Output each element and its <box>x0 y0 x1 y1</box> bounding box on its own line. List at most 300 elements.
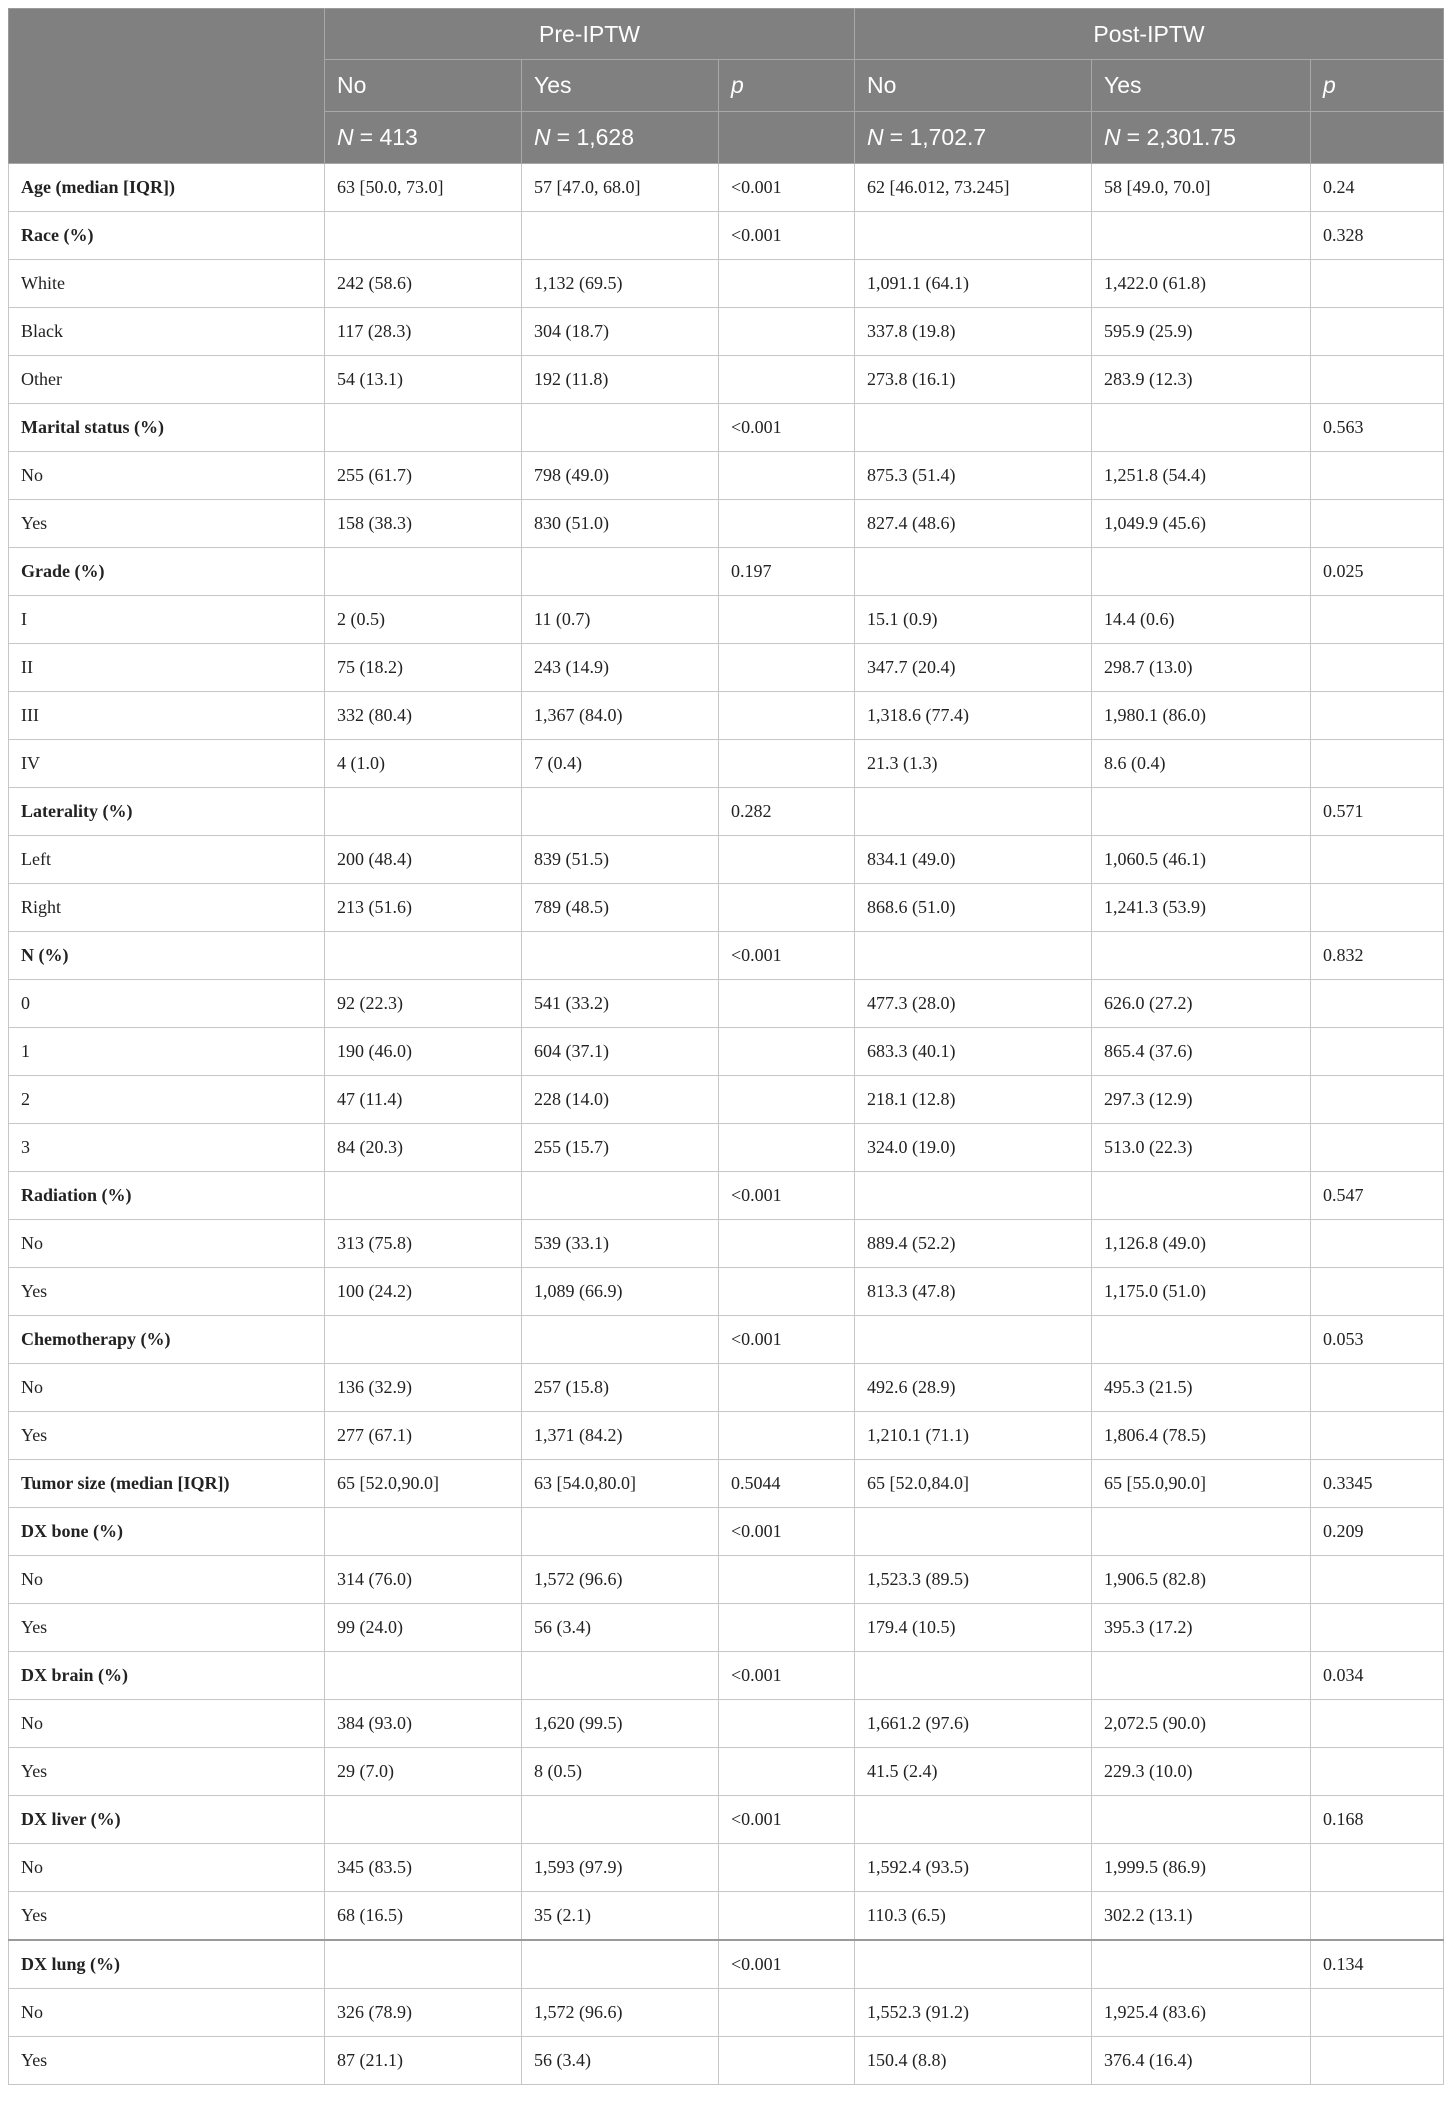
table-section-row <box>9 1796 1444 1844</box>
cell-label: DX brain (%) <box>9 1652 325 1700</box>
cell-post-p <box>1311 980 1444 1028</box>
header-pre-no: No <box>325 60 522 112</box>
cell-post-yes: 298.7 (13.0) <box>1092 644 1311 692</box>
cell-post-yes: 395.3 (17.2) <box>1092 1604 1311 1652</box>
cell-pre-no: 75 (18.2) <box>325 644 522 692</box>
cell-pre-no <box>325 1652 522 1700</box>
cell-post-yes: 1,241.3 (53.9) <box>1092 884 1311 932</box>
cell-pre-no: 84 (20.3) <box>325 1124 522 1172</box>
cell-post-p <box>1311 1604 1444 1652</box>
cell-label: No <box>9 1556 325 1604</box>
header-pre-p: p <box>719 60 855 112</box>
cell-post-p <box>1311 1412 1444 1460</box>
cell-label: Other <box>9 356 325 404</box>
cell-post-no: 492.6 (28.9) <box>855 1364 1092 1412</box>
cell-post-no: 889.4 (52.2) <box>855 1220 1092 1268</box>
cell-pre-p <box>719 356 855 404</box>
cell-pre-no: 136 (32.9) <box>325 1364 522 1412</box>
cell-pre-p <box>719 1989 855 2037</box>
cell-pre-p <box>719 692 855 740</box>
cell-label: No <box>9 1989 325 2037</box>
cell-post-no: 110.3 (6.5) <box>855 1892 1092 1941</box>
cell-pre-p: <0.001 <box>719 404 855 452</box>
cell-label: Radiation (%) <box>9 1172 325 1220</box>
cell-post-p: 0.209 <box>1311 1508 1444 1556</box>
cell-post-yes: 229.3 (10.0) <box>1092 1748 1311 1796</box>
table-row <box>9 452 1444 500</box>
cell-pre-p: <0.001 <box>719 1940 855 1989</box>
cell-pre-yes <box>522 1508 719 1556</box>
table-row <box>9 1748 1444 1796</box>
cell-post-yes: 626.0 (27.2) <box>1092 980 1311 1028</box>
cell-pre-yes: 304 (18.7) <box>522 308 719 356</box>
table-section-row <box>9 1652 1444 1700</box>
table-section-row <box>9 404 1444 452</box>
cell-pre-p: <0.001 <box>719 1508 855 1556</box>
cell-post-p <box>1311 452 1444 500</box>
cell-label: Left <box>9 836 325 884</box>
cell-pre-p: <0.001 <box>719 1172 855 1220</box>
cell-pre-p: 0.5044 <box>719 1460 855 1508</box>
cell-pre-no <box>325 404 522 452</box>
cell-post-no: 813.3 (47.8) <box>855 1268 1092 1316</box>
cell-pre-yes: 192 (11.8) <box>522 356 719 404</box>
cell-pre-yes: 604 (37.1) <box>522 1028 719 1076</box>
cell-post-p <box>1311 1028 1444 1076</box>
cell-post-yes <box>1092 1316 1311 1364</box>
cell-pre-yes <box>522 1652 719 1700</box>
cell-label: DX lung (%) <box>9 1940 325 1989</box>
cell-label: Yes <box>9 1604 325 1652</box>
cell-pre-yes: 7 (0.4) <box>522 740 719 788</box>
cell-pre-no: 99 (24.0) <box>325 1604 522 1652</box>
cell-post-p <box>1311 1989 1444 2037</box>
cell-post-p: 0.24 <box>1311 164 1444 212</box>
cell-post-yes <box>1092 548 1311 596</box>
cell-pre-no: 313 (75.8) <box>325 1220 522 1268</box>
cell-post-p <box>1311 1076 1444 1124</box>
table-section-row <box>9 788 1444 836</box>
cell-label: II <box>9 644 325 692</box>
cell-post-p <box>1311 1748 1444 1796</box>
cell-pre-yes: 56 (3.4) <box>522 2037 719 2085</box>
cell-post-no: 477.3 (28.0) <box>855 980 1092 1028</box>
cell-post-p <box>1311 884 1444 932</box>
n-symbol: N <box>867 124 884 150</box>
cell-post-no: 62 [46.012, 73.245] <box>855 164 1092 212</box>
cell-pre-no <box>325 1316 522 1364</box>
header-post-no: No <box>855 60 1092 112</box>
cell-pre-p <box>719 740 855 788</box>
table-row <box>9 1124 1444 1172</box>
table-row <box>9 1604 1444 1652</box>
cell-post-p: 0.3345 <box>1311 1460 1444 1508</box>
cell-post-yes <box>1092 1508 1311 1556</box>
cell-post-no <box>855 1796 1092 1844</box>
cell-label: No <box>9 1844 325 1892</box>
cell-pre-p: 0.197 <box>719 548 855 596</box>
cell-pre-p: <0.001 <box>719 1652 855 1700</box>
cell-pre-no: 92 (22.3) <box>325 980 522 1028</box>
cell-pre-p <box>719 500 855 548</box>
cell-post-no <box>855 1508 1092 1556</box>
cell-pre-yes: 35 (2.1) <box>522 1892 719 1941</box>
table-row <box>9 1412 1444 1460</box>
cell-pre-yes <box>522 1172 719 1220</box>
table-row <box>9 980 1444 1028</box>
table-row <box>9 1028 1444 1076</box>
n-value: = 1,702.7 <box>889 124 987 150</box>
cell-post-yes <box>1092 788 1311 836</box>
cell-post-p <box>1311 1700 1444 1748</box>
cell-label: N (%) <box>9 932 325 980</box>
cell-label: No <box>9 452 325 500</box>
cell-label: III <box>9 692 325 740</box>
table-row <box>9 1076 1444 1124</box>
table-section-row <box>9 1508 1444 1556</box>
cell-pre-no: 65 [52.0,90.0] <box>325 1460 522 1508</box>
cell-post-yes: 283.9 (12.3) <box>1092 356 1311 404</box>
cell-label: DX liver (%) <box>9 1796 325 1844</box>
cell-pre-no: 100 (24.2) <box>325 1268 522 1316</box>
table-row <box>9 308 1444 356</box>
n-symbol: N <box>534 124 551 150</box>
cell-label: DX bone (%) <box>9 1508 325 1556</box>
cell-label: Yes <box>9 1748 325 1796</box>
cell-pre-no: 255 (61.7) <box>325 452 522 500</box>
table-row <box>9 2037 1444 2085</box>
cell-pre-no <box>325 1796 522 1844</box>
table-section-row <box>9 548 1444 596</box>
cell-post-p <box>1311 260 1444 308</box>
header-post-p-blank <box>1311 112 1444 164</box>
table-row <box>9 836 1444 884</box>
cell-pre-no <box>325 1940 522 1989</box>
cell-pre-yes <box>522 1316 719 1364</box>
table-section-row <box>9 1460 1444 1508</box>
cell-pre-p <box>719 2037 855 2085</box>
cell-pre-yes: 798 (49.0) <box>522 452 719 500</box>
table-row <box>9 884 1444 932</box>
cell-pre-yes: 1,572 (96.6) <box>522 1556 719 1604</box>
cell-label: Yes <box>9 1892 325 1941</box>
cell-pre-yes: 11 (0.7) <box>522 596 719 644</box>
cell-post-yes <box>1092 1796 1311 1844</box>
cell-pre-p: <0.001 <box>719 932 855 980</box>
cell-post-yes: 1,175.0 (51.0) <box>1092 1268 1311 1316</box>
cell-post-no: 21.3 (1.3) <box>855 740 1092 788</box>
cell-pre-yes: 541 (33.2) <box>522 980 719 1028</box>
cell-post-yes: 297.3 (12.9) <box>1092 1076 1311 1124</box>
cell-pre-yes: 1,593 (97.9) <box>522 1844 719 1892</box>
header-group-row <box>9 9 1444 60</box>
cell-post-no: 834.1 (49.0) <box>855 836 1092 884</box>
cell-post-p <box>1311 1364 1444 1412</box>
cell-post-no: 1,210.1 (71.1) <box>855 1412 1092 1460</box>
cell-pre-p <box>719 836 855 884</box>
cell-post-p <box>1311 308 1444 356</box>
cell-pre-no: 54 (13.1) <box>325 356 522 404</box>
cell-pre-yes <box>522 1940 719 1989</box>
cell-post-no: 273.8 (16.1) <box>855 356 1092 404</box>
table-row <box>9 1364 1444 1412</box>
cell-post-yes: 1,925.4 (83.6) <box>1092 1989 1311 2037</box>
cell-post-no: 868.6 (51.0) <box>855 884 1092 932</box>
cell-pre-p <box>719 1844 855 1892</box>
cell-post-yes: 1,049.9 (45.6) <box>1092 500 1311 548</box>
cell-pre-p <box>719 884 855 932</box>
table-row <box>9 356 1444 404</box>
cell-post-p <box>1311 2037 1444 2085</box>
cell-pre-no: 326 (78.9) <box>325 1989 522 2037</box>
table-row <box>9 644 1444 692</box>
cell-post-no <box>855 788 1092 836</box>
cell-pre-p: <0.001 <box>719 212 855 260</box>
cell-label: Yes <box>9 1412 325 1460</box>
cell-pre-p <box>719 1268 855 1316</box>
cell-pre-yes: 8 (0.5) <box>522 1748 719 1796</box>
header-pre-yes: Yes <box>522 60 719 112</box>
table-row <box>9 500 1444 548</box>
cell-label: Tumor size (median [IQR]) <box>9 1460 325 1508</box>
n-symbol: N <box>1104 124 1121 150</box>
cell-post-yes: 1,422.0 (61.8) <box>1092 260 1311 308</box>
n-value: = 1,628 <box>556 124 635 150</box>
cell-pre-no: 345 (83.5) <box>325 1844 522 1892</box>
cell-post-yes: 1,806.4 (78.5) <box>1092 1412 1311 1460</box>
cell-label: 0 <box>9 980 325 1028</box>
cell-pre-yes: 1,132 (69.5) <box>522 260 719 308</box>
cell-post-no: 218.1 (12.8) <box>855 1076 1092 1124</box>
cell-post-no: 150.4 (8.8) <box>855 2037 1092 2085</box>
cell-post-no <box>855 212 1092 260</box>
header-pre-yes-n <box>522 112 719 164</box>
cell-pre-p <box>719 644 855 692</box>
cell-post-no: 875.3 (51.4) <box>855 452 1092 500</box>
cell-pre-p <box>719 1220 855 1268</box>
cell-label: Chemotherapy (%) <box>9 1316 325 1364</box>
cell-post-no <box>855 404 1092 452</box>
cell-post-p: 0.134 <box>1311 1940 1444 1989</box>
table-row <box>9 740 1444 788</box>
cell-pre-yes: 1,572 (96.6) <box>522 1989 719 2037</box>
cell-post-yes: 1,126.8 (49.0) <box>1092 1220 1311 1268</box>
cell-pre-p <box>719 1364 855 1412</box>
cell-post-yes: 865.4 (37.6) <box>1092 1028 1311 1076</box>
cell-label: Grade (%) <box>9 548 325 596</box>
cell-label: Yes <box>9 500 325 548</box>
cell-post-p <box>1311 644 1444 692</box>
cell-post-p: 0.563 <box>1311 404 1444 452</box>
cell-pre-yes: 1,620 (99.5) <box>522 1700 719 1748</box>
cell-post-p <box>1311 740 1444 788</box>
cell-post-no: 1,523.3 (89.5) <box>855 1556 1092 1604</box>
cell-label: Age (median [IQR]) <box>9 164 325 212</box>
cell-post-no <box>855 548 1092 596</box>
cell-post-p: 0.025 <box>1311 548 1444 596</box>
cell-pre-p <box>719 596 855 644</box>
cell-pre-p <box>719 1748 855 1796</box>
cell-pre-no <box>325 212 522 260</box>
cell-pre-p: <0.001 <box>719 1796 855 1844</box>
table-section-row <box>9 1316 1444 1364</box>
cell-pre-no: 314 (76.0) <box>325 1556 522 1604</box>
cell-pre-no: 2 (0.5) <box>325 596 522 644</box>
cell-pre-p <box>719 980 855 1028</box>
cell-pre-no: 332 (80.4) <box>325 692 522 740</box>
cell-pre-no: 29 (7.0) <box>325 1748 522 1796</box>
cell-pre-yes: 56 (3.4) <box>522 1604 719 1652</box>
header-post-iptw: Post-IPTW <box>855 9 1444 60</box>
cell-post-yes: 595.9 (25.9) <box>1092 308 1311 356</box>
table-section-row <box>9 1172 1444 1220</box>
cell-post-p <box>1311 692 1444 740</box>
cell-post-yes: 14.4 (0.6) <box>1092 596 1311 644</box>
cell-pre-yes <box>522 404 719 452</box>
cell-label: No <box>9 1364 325 1412</box>
cell-post-no: 1,661.2 (97.6) <box>855 1700 1092 1748</box>
cell-pre-p <box>719 1556 855 1604</box>
cell-post-no: 827.4 (48.6) <box>855 500 1092 548</box>
cell-pre-yes <box>522 1796 719 1844</box>
cell-post-p: 0.053 <box>1311 1316 1444 1364</box>
table-container <box>8 8 1443 2085</box>
cell-pre-yes: 257 (15.8) <box>522 1364 719 1412</box>
header-post-yes: Yes <box>1092 60 1311 112</box>
cell-post-no: 1,091.1 (64.1) <box>855 260 1092 308</box>
baseline-characteristics-table <box>8 8 1444 2085</box>
cell-pre-p <box>719 1124 855 1172</box>
table-row <box>9 260 1444 308</box>
cell-post-yes: 376.4 (16.4) <box>1092 2037 1311 2085</box>
cell-post-no: 41.5 (2.4) <box>855 1748 1092 1796</box>
cell-post-yes: 1,906.5 (82.8) <box>1092 1556 1311 1604</box>
cell-pre-p <box>719 1700 855 1748</box>
cell-post-no: 15.1 (0.9) <box>855 596 1092 644</box>
cell-post-yes: 65 [55.0,90.0] <box>1092 1460 1311 1508</box>
cell-pre-yes: 539 (33.1) <box>522 1220 719 1268</box>
cell-pre-no: 277 (67.1) <box>325 1412 522 1460</box>
cell-pre-yes: 839 (51.5) <box>522 836 719 884</box>
cell-post-p: 0.328 <box>1311 212 1444 260</box>
cell-pre-no: 213 (51.6) <box>325 884 522 932</box>
cell-pre-no <box>325 932 522 980</box>
cell-pre-yes: 255 (15.7) <box>522 1124 719 1172</box>
table-row <box>9 1892 1444 1941</box>
cell-post-yes: 302.2 (13.1) <box>1092 1892 1311 1941</box>
cell-post-yes <box>1092 1652 1311 1700</box>
cell-post-p: 0.168 <box>1311 1796 1444 1844</box>
cell-pre-p <box>719 308 855 356</box>
cell-pre-no <box>325 1508 522 1556</box>
cell-pre-yes <box>522 548 719 596</box>
cell-pre-no: 242 (58.6) <box>325 260 522 308</box>
cell-pre-yes <box>522 788 719 836</box>
cell-post-no <box>855 1652 1092 1700</box>
cell-label: 1 <box>9 1028 325 1076</box>
cell-label: I <box>9 596 325 644</box>
header-post-no-n <box>855 112 1092 164</box>
cell-pre-p <box>719 1604 855 1652</box>
cell-post-p: 0.832 <box>1311 932 1444 980</box>
cell-post-yes <box>1092 932 1311 980</box>
header-pre-p-blank <box>719 112 855 164</box>
cell-pre-no: 87 (21.1) <box>325 2037 522 2085</box>
cell-label: IV <box>9 740 325 788</box>
cell-label: 3 <box>9 1124 325 1172</box>
table-body <box>9 164 1444 2085</box>
cell-post-p <box>1311 1844 1444 1892</box>
table-row <box>9 1220 1444 1268</box>
cell-post-yes: 1,980.1 (86.0) <box>1092 692 1311 740</box>
cell-post-yes: 1,251.8 (54.4) <box>1092 452 1311 500</box>
cell-pre-p: 0.282 <box>719 788 855 836</box>
cell-post-yes <box>1092 212 1311 260</box>
cell-pre-no <box>325 1172 522 1220</box>
cell-post-p <box>1311 1556 1444 1604</box>
cell-pre-yes <box>522 212 719 260</box>
cell-pre-p <box>719 1412 855 1460</box>
cell-post-yes: 8.6 (0.4) <box>1092 740 1311 788</box>
table-row <box>9 692 1444 740</box>
cell-post-yes: 2,072.5 (90.0) <box>1092 1700 1311 1748</box>
cell-pre-p: <0.001 <box>719 1316 855 1364</box>
cell-post-p: 0.034 <box>1311 1652 1444 1700</box>
cell-label: No <box>9 1220 325 1268</box>
cell-post-no <box>855 1940 1092 1989</box>
cell-pre-no: 47 (11.4) <box>325 1076 522 1124</box>
cell-post-yes <box>1092 404 1311 452</box>
cell-post-yes <box>1092 1172 1311 1220</box>
cell-pre-no: 68 (16.5) <box>325 1892 522 1941</box>
cell-post-p <box>1311 596 1444 644</box>
cell-post-yes: 58 [49.0, 70.0] <box>1092 164 1311 212</box>
cell-pre-yes: 830 (51.0) <box>522 500 719 548</box>
cell-label: Yes <box>9 2037 325 2085</box>
cell-label: White <box>9 260 325 308</box>
cell-pre-yes <box>522 932 719 980</box>
table-row <box>9 1700 1444 1748</box>
cell-pre-no: 117 (28.3) <box>325 308 522 356</box>
table-row <box>9 1268 1444 1316</box>
cell-post-yes <box>1092 1940 1311 1989</box>
cell-post-p: 0.571 <box>1311 788 1444 836</box>
table-section-row <box>9 932 1444 980</box>
cell-post-no: 324.0 (19.0) <box>855 1124 1092 1172</box>
header-pre-iptw: Pre-IPTW <box>325 9 855 60</box>
header-post-p: p <box>1311 60 1444 112</box>
cell-post-no: 1,552.3 (91.2) <box>855 1989 1092 2037</box>
cell-post-p <box>1311 1268 1444 1316</box>
table-header <box>9 9 1444 164</box>
cell-label: No <box>9 1700 325 1748</box>
cell-pre-yes: 228 (14.0) <box>522 1076 719 1124</box>
cell-pre-p <box>719 452 855 500</box>
cell-label: Black <box>9 308 325 356</box>
table-row <box>9 1844 1444 1892</box>
cell-post-no: 683.3 (40.1) <box>855 1028 1092 1076</box>
cell-pre-yes: 243 (14.9) <box>522 644 719 692</box>
cell-post-p <box>1311 1220 1444 1268</box>
cell-post-p <box>1311 1892 1444 1941</box>
cell-post-yes: 1,999.5 (86.9) <box>1092 1844 1311 1892</box>
cell-pre-p <box>719 1028 855 1076</box>
cell-post-p: 0.547 <box>1311 1172 1444 1220</box>
cell-pre-yes: 1,371 (84.2) <box>522 1412 719 1460</box>
header-blank-cell <box>9 9 325 164</box>
cell-pre-p <box>719 1892 855 1941</box>
cell-pre-no: 384 (93.0) <box>325 1700 522 1748</box>
